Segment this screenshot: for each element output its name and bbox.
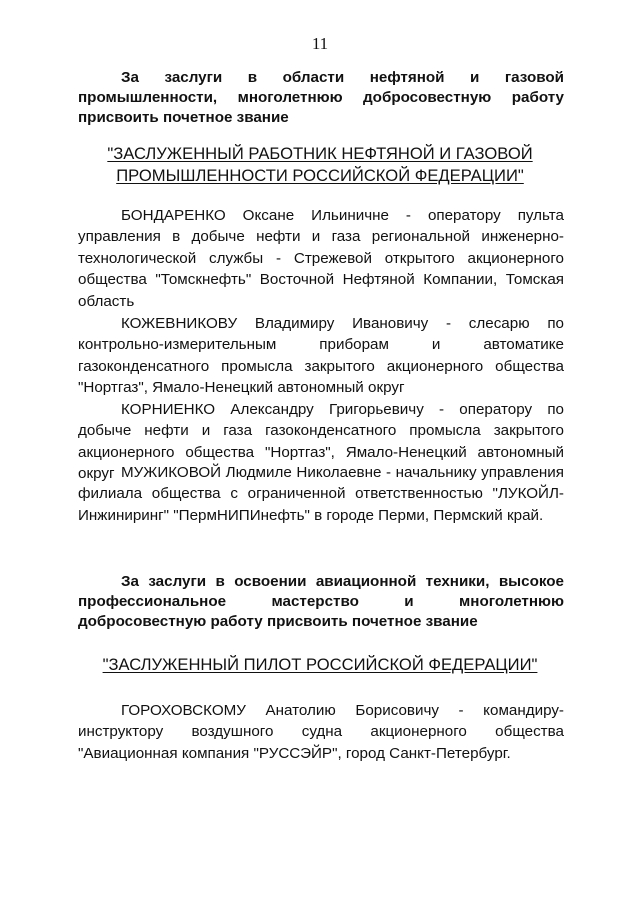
section-1-heading-text: За заслуги в области нефтяной и газовой промышленности, многолетнюю добросовестную работу присвоить почетное звание — [78, 69, 564, 126]
section-1-entry-3: КОРНИЕНКО Александру Григорьевичу - оператору по добыче нефти и газа газоконденсатного промысла закрытого акционерного общества "Нортгаз", Ямало-Ненецкий автономный округ — [78, 401, 564, 483]
page-number: 11 — [311, 34, 329, 53]
section-2-title: "ЗАСЛУЖЕННЫЙ ПИЛОТ РОССИЙСКОЙ ФЕДЕРАЦИИ" — [102, 655, 538, 674]
section-1-heading — [78, 68, 564, 128]
section-1-entry-4: МУЖИКОВОЙ Людмиле Николаевне - начальнику управления филиала общества с ограниченной ответственностью "ЛУКОЙЛ-Инжиниринг" "ПермНИПИнефть" в городе Перми, Пермский край. — [78, 464, 564, 524]
section-1-title-line-2: ПРОМЫШЛЕННОСТИ РОССИЙСКОЙ ФЕДЕРАЦИИ" — [116, 166, 524, 185]
section-2-heading-text: За заслуги в освоении авиационной техники, высокое профессиональное мастерство и многолетнюю добросовестную работу присвоить почетное звание — [78, 573, 564, 630]
section-1-entry-1: БОНДАРЕНКО Оксане Ильиничне - оператору пульта управления в добыче нефти и газа региональной инженерно-технологической службы - Стрежевой открытого акционерного общества "Томскнефть" Восточной Нефтяной Компании, Томская область — [78, 207, 564, 310]
section-1-entry-2: КОЖЕВНИКОВУ Владимиру Ивановичу - слесарю по контрольно-измерительным приборам и автоматике газоконденсатного промысла закрытого акционерного общества "Нортгаз", Ямало-Ненецкий автономный округ — [78, 315, 564, 397]
section-2-entry-1: ГОРОХОВСКОМУ Анатолию Борисовичу - командиру-инструктору воздушного судна акционерного общества "Авиационная компания "РУССЭЙР", город Санкт-Петербург. — [78, 702, 564, 762]
section-2-heading — [78, 572, 564, 632]
section-1-title-line-1: "ЗАСЛУЖЕННЫЙ РАБОТНИК НЕФТЯНОЙ И ГАЗОВОЙ — [107, 144, 533, 163]
